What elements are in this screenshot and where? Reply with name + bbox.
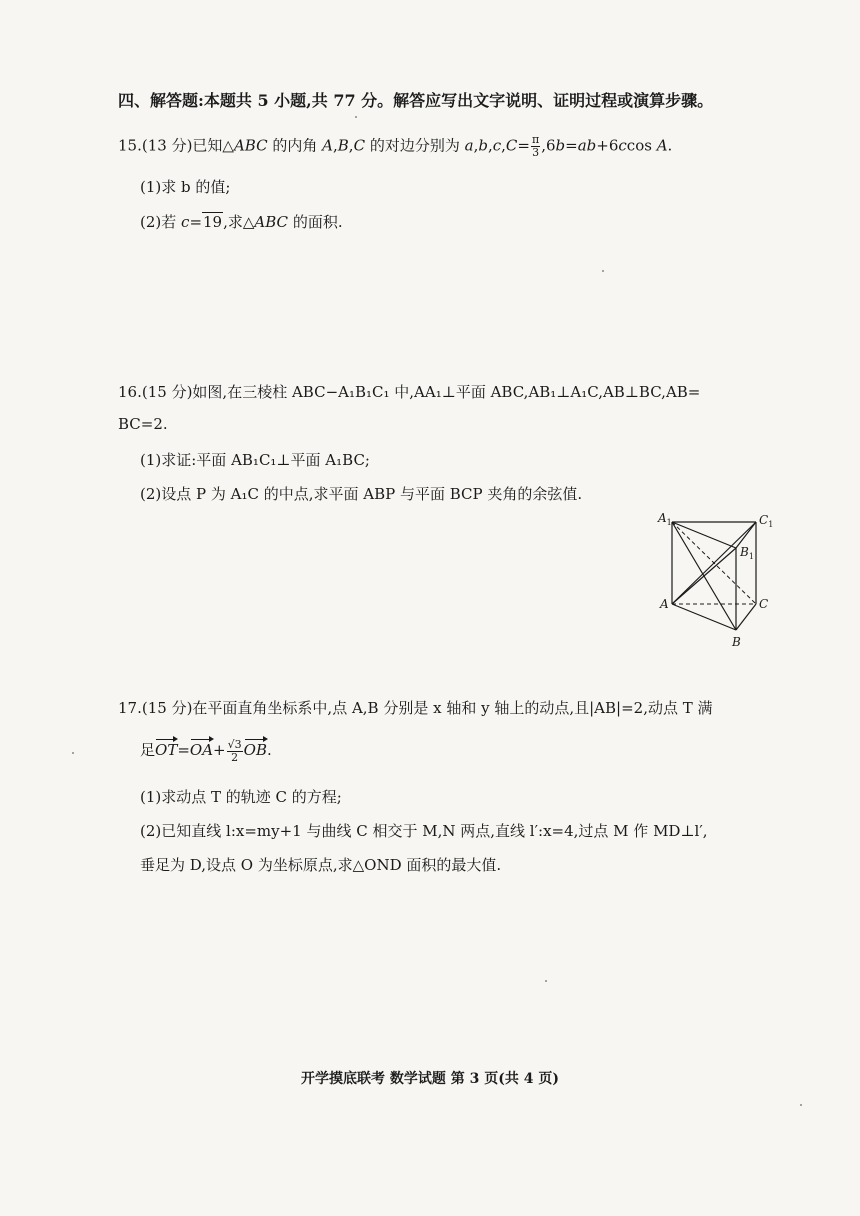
label-A1: $A_1$ (658, 511, 672, 527)
q16-part2: (2)设点 P 为 A₁C 的中点,求平面 ABP 与平面 BCP 夹角的余弦值. (140, 485, 583, 503)
q16-part1: (1)求证:平面 AB₁C₁⊥平面 A₁BC; (140, 451, 370, 469)
q17-frac-num: √3 (227, 737, 242, 751)
q17-number: 17. (118, 699, 142, 717)
q17-stem (118, 697, 713, 718)
q15-fraction (531, 134, 540, 159)
page-footer: 开学摸底联考 数学试题 第 3 页(共 4 页) (301, 1071, 559, 1087)
triangular-prism-figure (648, 508, 773, 653)
vector-OA: OA (190, 738, 213, 759)
q17-part2-line1: (2)已知直线 l:x=my+1 与曲线 C 相交于 M,N 两点,直线 l′:x=4,过点 M 作 MD⊥l′, (140, 822, 708, 840)
q16-line2: BC=2. (118, 415, 168, 433)
scan-speck (800, 1104, 802, 1106)
q16-stem (118, 381, 700, 402)
q17-points: (15 分) (141, 699, 193, 717)
q15-frac-den: 3 (532, 146, 540, 159)
q15-frac-num: π (531, 133, 540, 146)
q15-part2-prefix: (2)若 (140, 213, 182, 231)
scan-speck (355, 116, 357, 118)
scan-speck (602, 270, 604, 272)
q15-stem-e: ,6 (541, 136, 556, 155)
q15-points: (13 分) (141, 136, 193, 155)
label-B: B (732, 635, 741, 649)
q15-part2: (2)若 c=19,求△ABC 的面积. (140, 213, 343, 231)
q16-line1: 如图,在三棱柱 ABC−A₁B₁C₁ 中,AA₁⊥平面 ABC,AB₁⊥A₁C,AB⊥BC,AB= (192, 383, 701, 401)
vector-OB: OB (244, 738, 267, 759)
q15-stem-a: 已知△ (192, 136, 234, 155)
q15-stem-b: 的内角 (267, 136, 323, 155)
label-A: A (660, 597, 669, 611)
q16-points: (15 分) (141, 383, 193, 401)
q17-fraction (227, 739, 243, 764)
q15-part2-end: 的面积. (288, 213, 343, 231)
q15-part2-suffix: ,求△ (223, 213, 255, 231)
scan-speck (72, 752, 74, 754)
q17-line2-prefix: 足 (140, 741, 156, 759)
label-C1: $C_1$ (759, 513, 773, 529)
section-title: 四、解答题:本题共 5 小题,共 77 分。解答应写出文字说明、证明过程或演算步骤。 (118, 91, 714, 110)
q16-number: 16. (118, 383, 142, 401)
label-C: C (759, 597, 769, 611)
q17-part1: (1)求动点 T 的轨迹 C 的方程; (140, 788, 342, 806)
q15-number: 15. (118, 136, 142, 155)
q15-stem-c: 的对边分别为 (365, 136, 465, 155)
q15-stem-g: cos (626, 136, 657, 155)
scan-speck (545, 980, 547, 982)
q15-stem-f: 6 (608, 136, 619, 155)
q17-frac-den: 2 (231, 750, 239, 764)
q15-stem-d: , (501, 136, 506, 155)
q15-stem: 15.(13 分)已知△ABC 的内角 A,B,C 的对边分别为 a,b,c,C= $\frac{\pi}{3}$ ,6b=ab+6ccos A. (118, 133, 673, 159)
q17-part2-line2: 垂足为 D,设点 O 为坐标原点,求△OND 面积的最大值. (140, 856, 502, 874)
q15-part1: (1)求 b 的值; (140, 178, 231, 196)
q17-line2: 足OT=OA+ $\frac{√3}{2}$ OB. (140, 737, 272, 764)
label-B1: $B_1$ (740, 545, 754, 561)
q17-line1: 在平面直角坐标系中,点 A,B 分别是 x 轴和 y 轴上的动点,且|AB|=2,动点 T 满 (192, 699, 713, 717)
vector-OT: OT (155, 738, 177, 759)
